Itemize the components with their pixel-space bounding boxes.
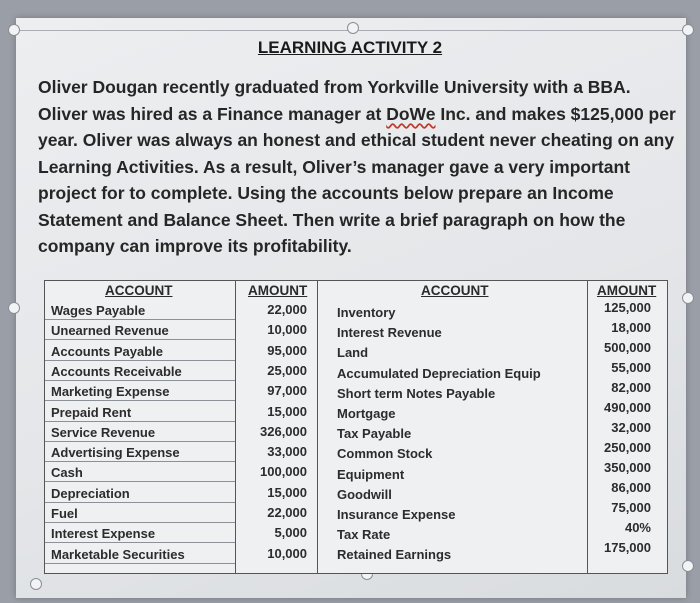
left-account-name: Service Revenue [51, 424, 156, 440]
right-account-name: Short term Notes Payable [337, 385, 496, 401]
table-row-line [45, 421, 235, 422]
resize-handle-top-right[interactable] [682, 24, 694, 36]
column-divider [317, 281, 318, 573]
header-amount-left: AMOUNT [248, 283, 308, 298]
right-account-name: Interest Revenue [337, 325, 442, 341]
left-account-name: Depreciation [51, 485, 130, 501]
header-account-right: ACCOUNT [421, 283, 489, 298]
right-account-name: Mortgage [337, 406, 396, 421]
left-account-name: Marketable Securities [51, 546, 185, 562]
left-account-name: Prepaid Rent [51, 404, 132, 420]
left-account-amount: 10,000 [267, 545, 307, 561]
resize-handle-middle-left[interactable] [8, 302, 20, 314]
assignment-paragraph [38, 74, 678, 260]
resize-handle-top-center[interactable] [347, 22, 359, 34]
table-row-line [45, 380, 235, 381]
right-account-amount: 75,000 [611, 500, 651, 515]
right-account-amount: 86,000 [611, 480, 651, 495]
page-title: LEARNING ACTIVITY 2 [257, 38, 443, 57]
left-account-amount: 22,000 [267, 505, 307, 520]
left-account-name: Advertising Expense [51, 445, 180, 461]
right-account-amount: 175,000 [604, 540, 651, 555]
right-account-amount: 18,000 [611, 320, 651, 335]
right-account-amount: 125,000 [604, 300, 651, 315]
right-account-amount: 250,000 [604, 440, 651, 455]
right-account-name: Insurance Expense [337, 507, 456, 522]
table-row-line [45, 563, 235, 564]
right-account-amount: 40% [624, 520, 651, 535]
left-account-amount: 15,000 [267, 403, 307, 419]
table-row-line [45, 441, 235, 442]
table-row-line [45, 339, 235, 340]
table-row-line [45, 522, 235, 523]
left-account-name: Marketing Expense [51, 384, 170, 400]
resize-handle-bottom-left[interactable] [30, 578, 42, 590]
resize-handle-bottom-right[interactable] [682, 560, 694, 572]
table-row-line [45, 360, 235, 361]
right-account-amount: 500,000 [604, 340, 651, 355]
resize-handle-middle-right[interactable] [682, 292, 694, 304]
left-account-amount: 33,000 [267, 444, 307, 460]
right-account-amount: 32,000 [611, 420, 651, 435]
right-account-amount: 350,000 [604, 460, 651, 475]
left-account-name: Accounts Receivable [51, 363, 182, 379]
left-account-name: Cash [51, 465, 83, 481]
column-divider [587, 281, 588, 573]
left-account-amount: 25,000 [267, 362, 307, 378]
left-account-amount: 22,000 [267, 302, 307, 317]
right-account-amount: 82,000 [611, 380, 651, 395]
right-account-name: Goodwill [337, 486, 392, 502]
right-account-name: Land [337, 345, 369, 361]
right-account-name: Inventory [337, 305, 396, 320]
left-account-amount: 15,000 [267, 484, 307, 500]
right-account-amount: 490,000 [604, 400, 651, 415]
table-row-line [45, 461, 235, 462]
resize-handle-top-left[interactable] [8, 24, 20, 36]
table-row-line [45, 481, 235, 482]
table-row-line [45, 400, 235, 401]
paragraph-text-before: Oliver Dougan recently graduated from Yorkville University with a BBA. Oliver was hired as a Finance manager at [38, 77, 631, 124]
left-account-amount: 97,000 [267, 383, 307, 399]
header-account-left: ACCOUNT [105, 283, 173, 298]
accounts-table [44, 280, 668, 574]
left-account-amount: 10,000 [267, 322, 307, 338]
left-account-amount: 100,000 [260, 464, 307, 480]
table-row-line [45, 542, 235, 543]
paragraph-text-after: Inc. and makes $125,000 per year. Oliver was always an honest and ethical student never cheating on any Learning Activities. As a result, Oliver’s manager gave a very important project for to complete. Using the accounts below prepare an Income Statement and Balance Sheet. Then write a brief paragraph on how the company can improve its profitability. [38, 103, 676, 256]
right-account-amount: 55,000 [611, 360, 651, 375]
left-account-name: Accounts Payable [51, 343, 163, 359]
left-account-name: Wages Payable [51, 303, 146, 318]
left-account-amount: 95,000 [267, 342, 307, 358]
right-account-name: Equipment [337, 466, 405, 482]
company-name: DoWe [386, 103, 436, 124]
right-account-name: Common Stock [337, 446, 433, 462]
left-account-name: Interest Expense [51, 526, 156, 542]
right-account-name: Tax Rate [337, 527, 391, 543]
table-row-line [45, 319, 235, 320]
right-account-name: Tax Payable [337, 426, 412, 442]
left-account-name: Unearned Revenue [51, 323, 169, 339]
table-row-line [45, 502, 235, 503]
header-amount-right: AMOUNT [597, 283, 657, 298]
left-account-name: Fuel [51, 506, 78, 521]
left-account-amount: 5,000 [274, 525, 307, 541]
right-account-name: Accumulated Depreciation Equip [337, 365, 541, 381]
right-account-name: Retained Earnings [337, 547, 452, 563]
left-account-amount: 326,000 [260, 423, 307, 439]
column-divider [235, 281, 236, 573]
